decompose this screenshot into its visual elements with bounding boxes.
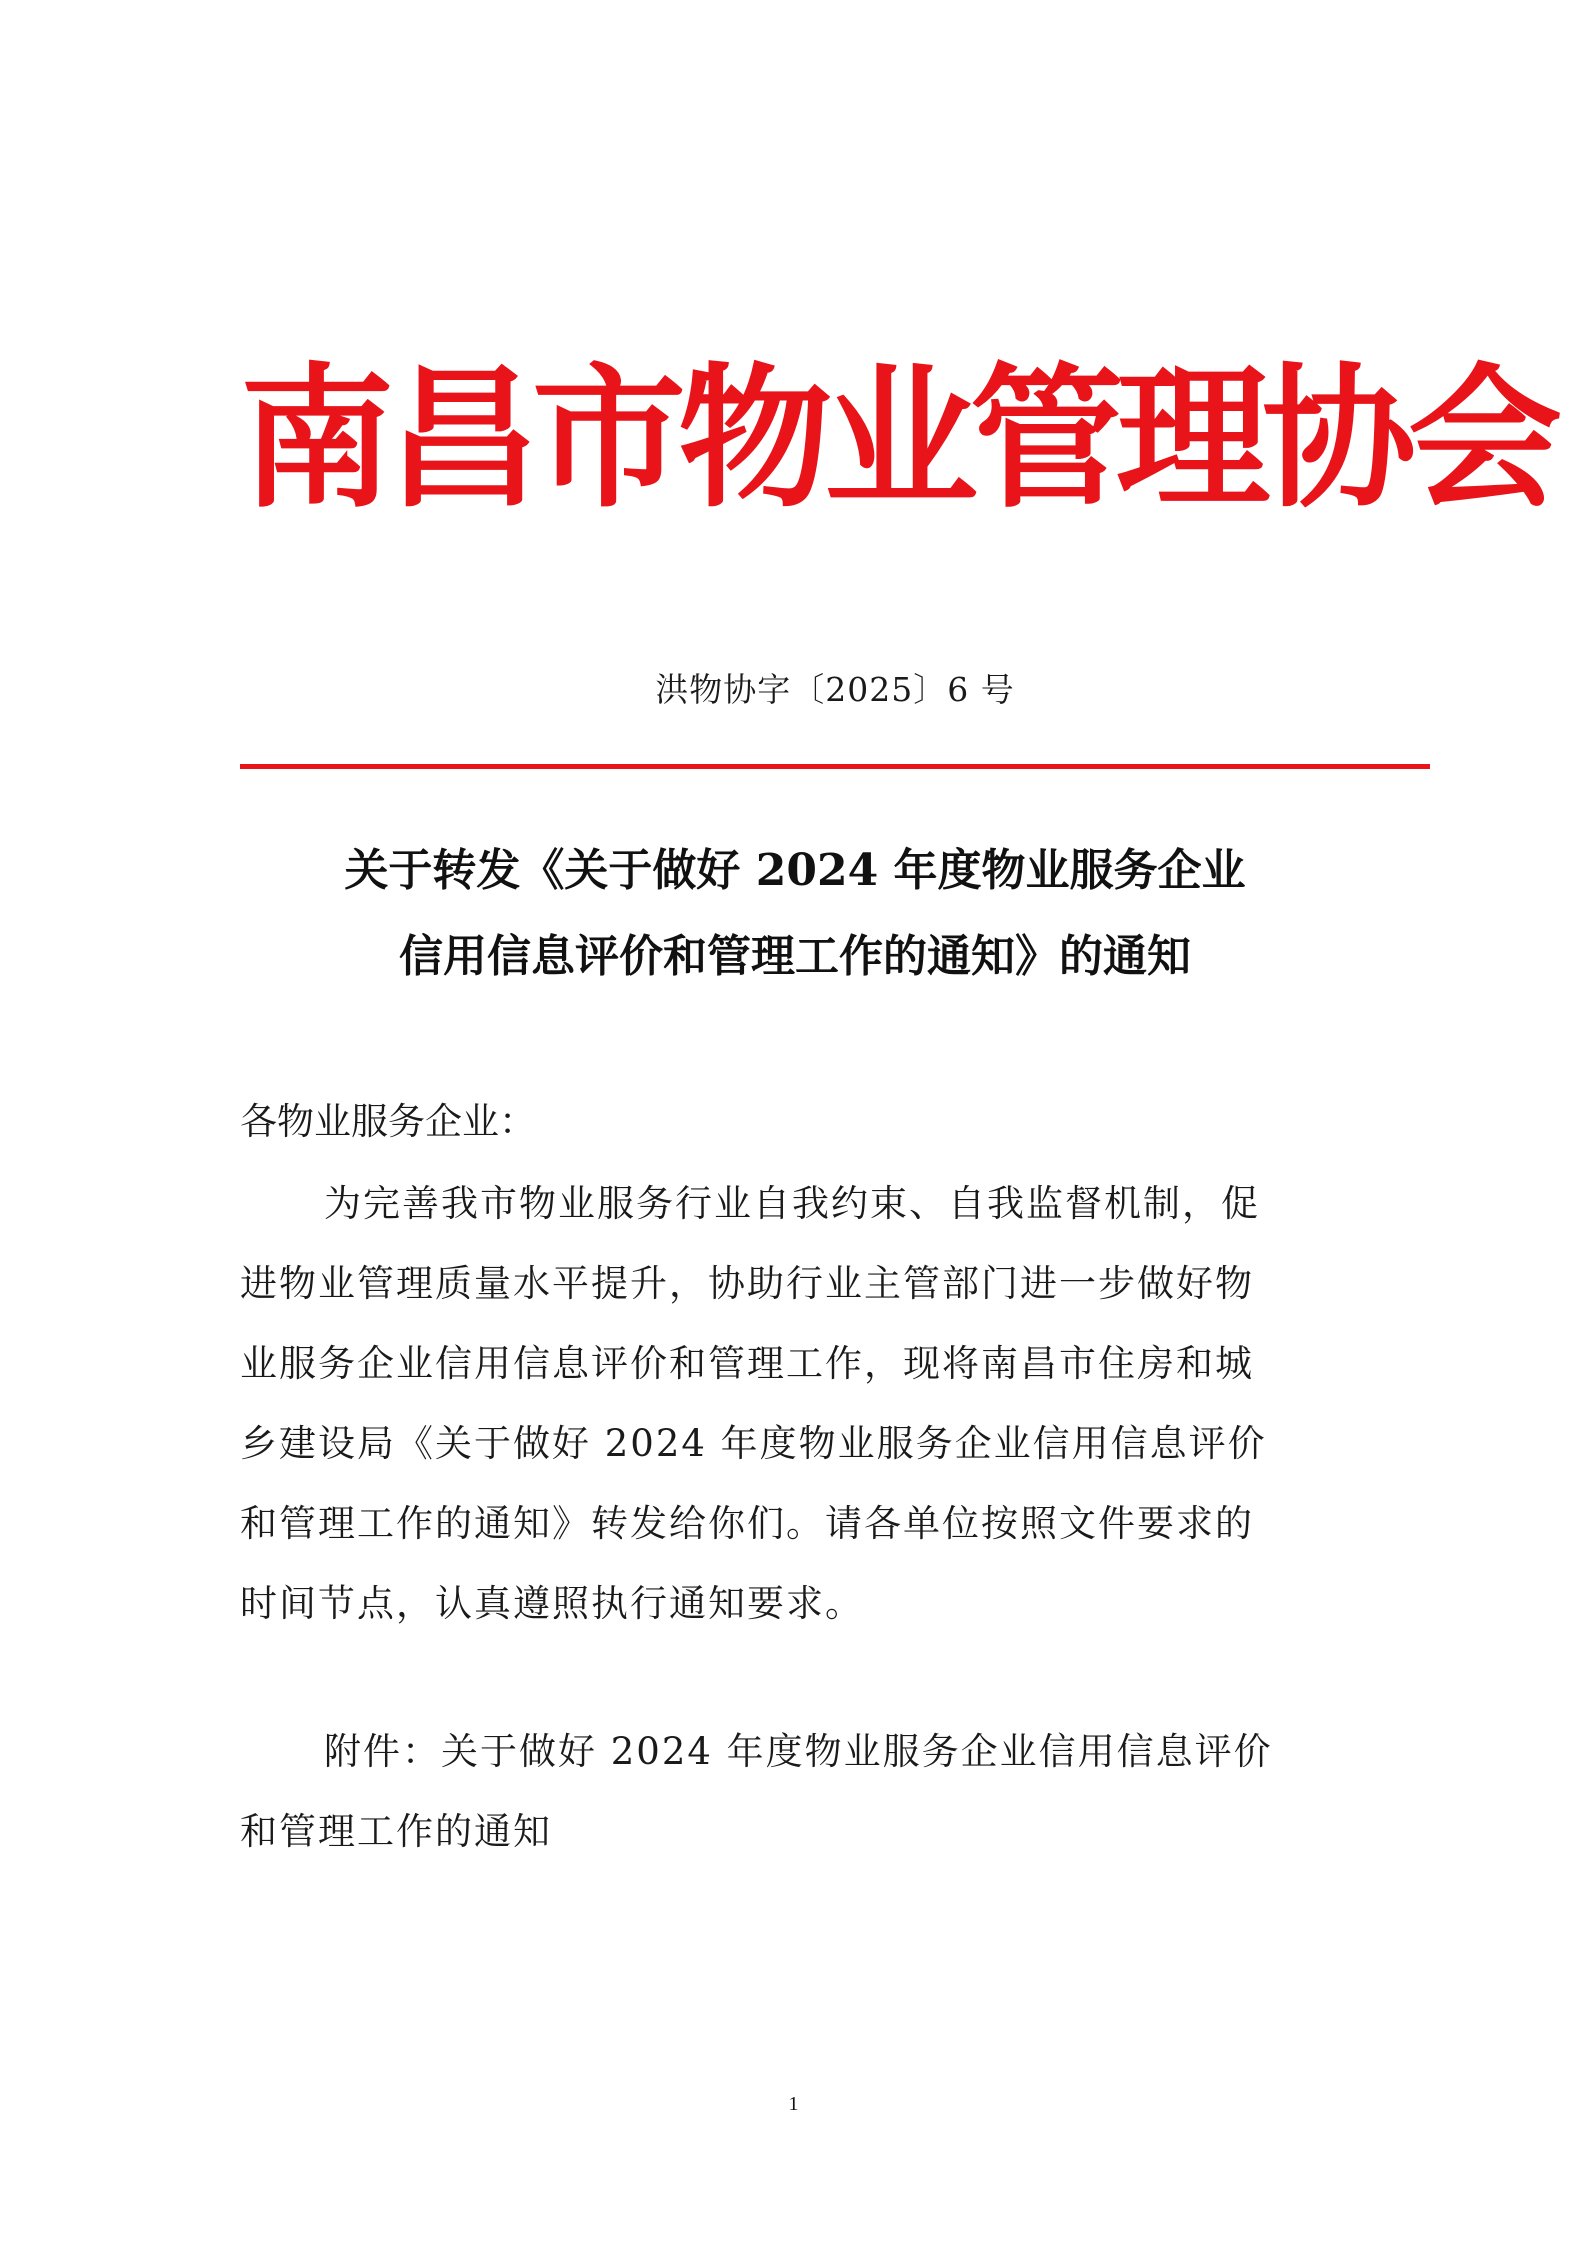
body-line-5: 和管理工作的通知》转发给你们。请各单位按照文件要求的 xyxy=(240,1502,1254,1545)
body-line-3: 业服务企业信用信息评价和管理工作，现将南昌市住房和城 xyxy=(240,1342,1254,1385)
salutation: 各物业服务企业： xyxy=(240,1100,536,1143)
page-number: 1 xyxy=(788,2093,799,2115)
document-body xyxy=(240,1080,1350,1644)
body-line-2: 进物业管理质量水平提升，协助行业主管部门进一步做好物 xyxy=(240,1262,1254,1305)
masthead-org-name: 南昌市物业管理协会 xyxy=(240,350,1555,529)
body-paragraph xyxy=(240,1164,1350,1644)
red-divider-rule xyxy=(240,764,1430,769)
body-line-6: 时间节点，认真遵照执行通知要求。 xyxy=(240,1582,864,1625)
attachment-line-2: 和管理工作的通知 xyxy=(240,1810,552,1853)
attachment-note xyxy=(240,1712,1350,1872)
attachment-line-1: 附件：关于做好 2024 年度物业服务企业信用信息评价 xyxy=(324,1730,1273,1773)
document-number: 洪物协字〔2025〕6 号 xyxy=(655,670,1015,709)
body-line-4: 乡建设局《关于做好 2024 年度物业服务企业信用信息评价 xyxy=(240,1422,1267,1465)
title-line-2: 信用信息评价和管理工作的通知》的通知 xyxy=(399,931,1191,982)
body-line-1: 为完善我市物业服务行业自我约束、自我监督机制，促 xyxy=(324,1182,1260,1225)
document-title xyxy=(240,828,1350,1000)
title-line-1: 关于转发《关于做好 2024 年度物业服务企业 xyxy=(344,845,1246,896)
